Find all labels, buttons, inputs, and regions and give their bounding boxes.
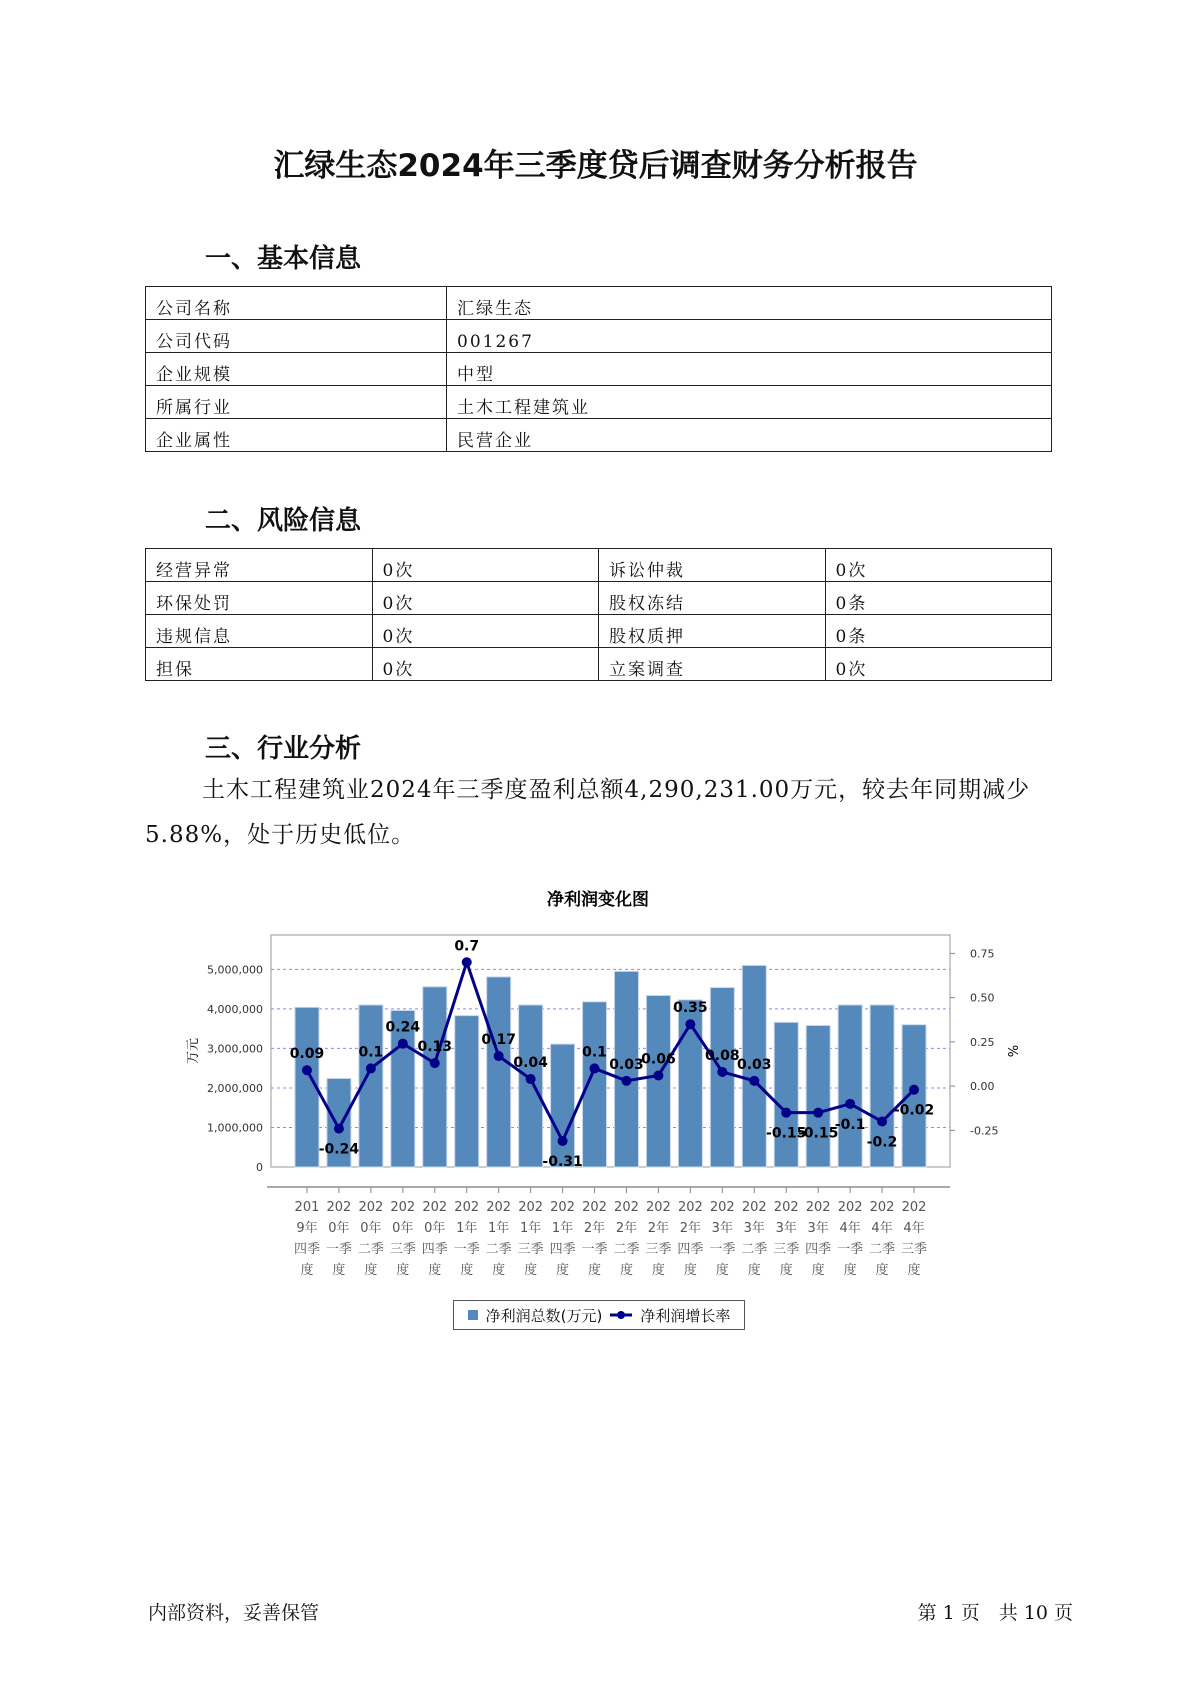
- legend-bar-label: 净利润总数(万元): [485, 1306, 603, 1325]
- y2-tick-label: 0.25: [970, 1035, 995, 1049]
- table-row: [146, 582, 1052, 615]
- x-tick-label: 2020年四季度: [421, 1200, 448, 1278]
- growth-point: [845, 1099, 855, 1109]
- cell-value: 0次: [825, 648, 1052, 681]
- x-tick-label: 2024年三季度: [901, 1200, 928, 1278]
- growth-data-label: -0.15: [797, 1125, 839, 1142]
- growth-data-label: -0.15: [766, 1125, 807, 1142]
- growth-point: [813, 1108, 823, 1118]
- growth-point: [334, 1124, 344, 1134]
- section-basic-heading: 一、基本信息: [205, 244, 362, 274]
- cell-label: 担保: [146, 648, 373, 681]
- growth-data-label: -0.31: [542, 1153, 583, 1170]
- growth-point: [749, 1076, 759, 1086]
- x-tick-label: 2020年一季度: [325, 1200, 352, 1278]
- growth-point: [398, 1039, 408, 1049]
- table-row: [146, 419, 1052, 452]
- x-tick-label: 2023年二季度: [741, 1200, 768, 1278]
- x-tick-label: 2023年三季度: [773, 1200, 800, 1278]
- x-tick-label: 2019年四季度: [293, 1200, 320, 1278]
- growth-data-label: 0.24: [385, 1019, 421, 1036]
- cell-label: 公司名称: [146, 287, 447, 320]
- bar: [806, 1026, 830, 1167]
- cell-value: 001267: [447, 320, 1052, 353]
- risk-info-table: [145, 548, 1052, 681]
- cell-label: 立案调查: [599, 648, 826, 681]
- bar: [838, 1005, 862, 1167]
- growth-point: [590, 1063, 600, 1073]
- cell-value: 0条: [825, 582, 1052, 615]
- table-row: [146, 648, 1052, 681]
- x-tick-label: 2021年四季度: [549, 1200, 576, 1278]
- y2-tick-label: -0.25: [970, 1124, 999, 1138]
- y-axis-label: 万元: [186, 1037, 201, 1065]
- cell-label: 股权冻结: [599, 582, 826, 615]
- x-tick-label: 2021年三季度: [517, 1200, 544, 1278]
- cell-value: 中型: [447, 353, 1052, 386]
- cell-label: 企业属性: [146, 419, 447, 452]
- growth-point: [909, 1085, 919, 1095]
- table-row: [146, 320, 1052, 353]
- growth-data-label: 0.08: [705, 1047, 740, 1064]
- y-tick-label: 3,000,000: [207, 1042, 263, 1056]
- growth-point: [366, 1063, 376, 1073]
- cell-value: 民营企业: [447, 419, 1052, 452]
- bar: [710, 988, 734, 1167]
- growth-data-label: 0.04: [513, 1055, 548, 1072]
- bar: [423, 987, 447, 1167]
- chart-title: 净利润变化图: [547, 890, 649, 910]
- y-tick-label: 0: [256, 1161, 263, 1174]
- y2-tick-label: 0.00: [970, 1080, 995, 1094]
- footer-confidential: 内部资料，妥善保管: [148, 1602, 320, 1624]
- basic-info-table: [145, 286, 1052, 452]
- cell-value: 汇绿生态: [447, 287, 1052, 320]
- report-title: 汇绿生态2024年三季度贷后调查财务分析报告: [273, 148, 918, 184]
- growth-point: [558, 1136, 568, 1146]
- x-tick-label: 2022年四季度: [677, 1200, 704, 1278]
- x-tick-label: 2021年一季度: [453, 1200, 480, 1278]
- growth-data-label: 0.03: [609, 1056, 644, 1073]
- chart-legend: [453, 1300, 745, 1330]
- cell-label: 经营异常: [146, 549, 373, 582]
- growth-point: [653, 1071, 663, 1081]
- cell-label: 企业规模: [146, 353, 447, 386]
- x-tick-label: 2022年三季度: [645, 1200, 672, 1278]
- x-tick-label: 2021年二季度: [485, 1200, 512, 1278]
- growth-data-label: 0.13: [417, 1039, 453, 1056]
- growth-data-label: 0.1: [582, 1044, 607, 1061]
- growth-point: [430, 1058, 440, 1068]
- y2-tick-label: 0.50: [970, 991, 995, 1005]
- x-tick-label: 2024年一季度: [837, 1200, 864, 1278]
- growth-point: [877, 1117, 887, 1127]
- bar: [902, 1025, 926, 1167]
- bar: [487, 977, 511, 1167]
- growth-data-label: -0.1: [834, 1116, 866, 1133]
- growth-data-label: -0.2: [866, 1134, 898, 1151]
- cell-value: 0次: [372, 549, 599, 582]
- growth-data-label: 0.35: [673, 1000, 708, 1017]
- growth-data-label: 0.17: [481, 1032, 516, 1049]
- table-row: [146, 549, 1052, 582]
- growth-point: [621, 1076, 631, 1086]
- cell-value: 0次: [825, 549, 1052, 582]
- cell-value: 土木工程建筑业: [447, 386, 1052, 419]
- cell-label: 违规信息: [146, 615, 373, 648]
- legend-line-icon: [610, 1309, 632, 1321]
- growth-point: [685, 1019, 695, 1029]
- cell-label: 公司代码: [146, 320, 447, 353]
- cell-value: 0次: [372, 582, 599, 615]
- section-industry-heading: 三、行业分析: [205, 734, 362, 764]
- growth-point: [717, 1067, 727, 1077]
- growth-point: [526, 1074, 536, 1084]
- y-tick-label: 1,000,000: [207, 1121, 263, 1135]
- growth-data-label: 0.7: [454, 938, 480, 955]
- x-tick-label: 2020年二季度: [357, 1200, 384, 1278]
- growth-data-label: -0.24: [318, 1141, 360, 1158]
- bar: [774, 1022, 798, 1167]
- cell-label: 诉讼仲裁: [599, 549, 826, 582]
- y2-tick-label: 0.75: [970, 947, 995, 961]
- cell-label: 股权质押: [599, 615, 826, 648]
- x-tick-label: 2024年二季度: [869, 1200, 896, 1278]
- bar: [519, 1005, 543, 1167]
- y-tick-label: 2,000,000: [207, 1081, 263, 1095]
- x-tick-label: 2023年四季度: [805, 1200, 832, 1278]
- table-row: [146, 353, 1052, 386]
- y2-axis-label: %: [1004, 1044, 1019, 1058]
- cell-value: 0次: [372, 615, 599, 648]
- section-risk-heading: 二、风险信息: [205, 506, 362, 536]
- growth-data-label: -0.02: [893, 1102, 935, 1119]
- cell-label: 所属行业: [146, 386, 447, 419]
- growth-data-label: 0.03: [737, 1056, 772, 1073]
- growth-point: [302, 1065, 312, 1075]
- bar: [455, 1016, 479, 1167]
- cell-value: 0条: [825, 615, 1052, 648]
- growth-point: [781, 1108, 791, 1118]
- x-tick-label: 2020年三季度: [389, 1200, 416, 1278]
- table-row: [146, 615, 1052, 648]
- cell-label: 环保处罚: [146, 582, 373, 615]
- industry-analysis-text: 土木工程建筑业2024年三季度盈利总额4,290,231.00万元，较去年同期减少5.88%，处于历史低位。: [145, 777, 1031, 848]
- x-tick-label: 2023年一季度: [709, 1200, 736, 1278]
- y-tick-label: 5,000,000: [207, 963, 263, 977]
- x-tick-label: 2022年二季度: [613, 1200, 640, 1278]
- growth-point: [494, 1051, 504, 1061]
- growth-data-label: 0.1: [358, 1044, 384, 1061]
- legend-line-label: 净利润增长率: [640, 1306, 731, 1325]
- bar: [551, 1044, 575, 1167]
- bar: [646, 995, 670, 1167]
- growth-point: [462, 957, 472, 967]
- growth-data-label: 0.06: [641, 1051, 676, 1068]
- table-row: [146, 386, 1052, 419]
- table-row: [146, 287, 1052, 320]
- growth-data-label: 0.09: [289, 1046, 325, 1063]
- legend-bar-swatch: [468, 1310, 478, 1320]
- y-tick-label: 4,000,000: [207, 1002, 263, 1016]
- footer-page-number: 第 1 页 共 10 页: [917, 1602, 1073, 1624]
- cell-value: 0次: [372, 648, 599, 681]
- x-tick-label: 2022年一季度: [581, 1200, 608, 1278]
